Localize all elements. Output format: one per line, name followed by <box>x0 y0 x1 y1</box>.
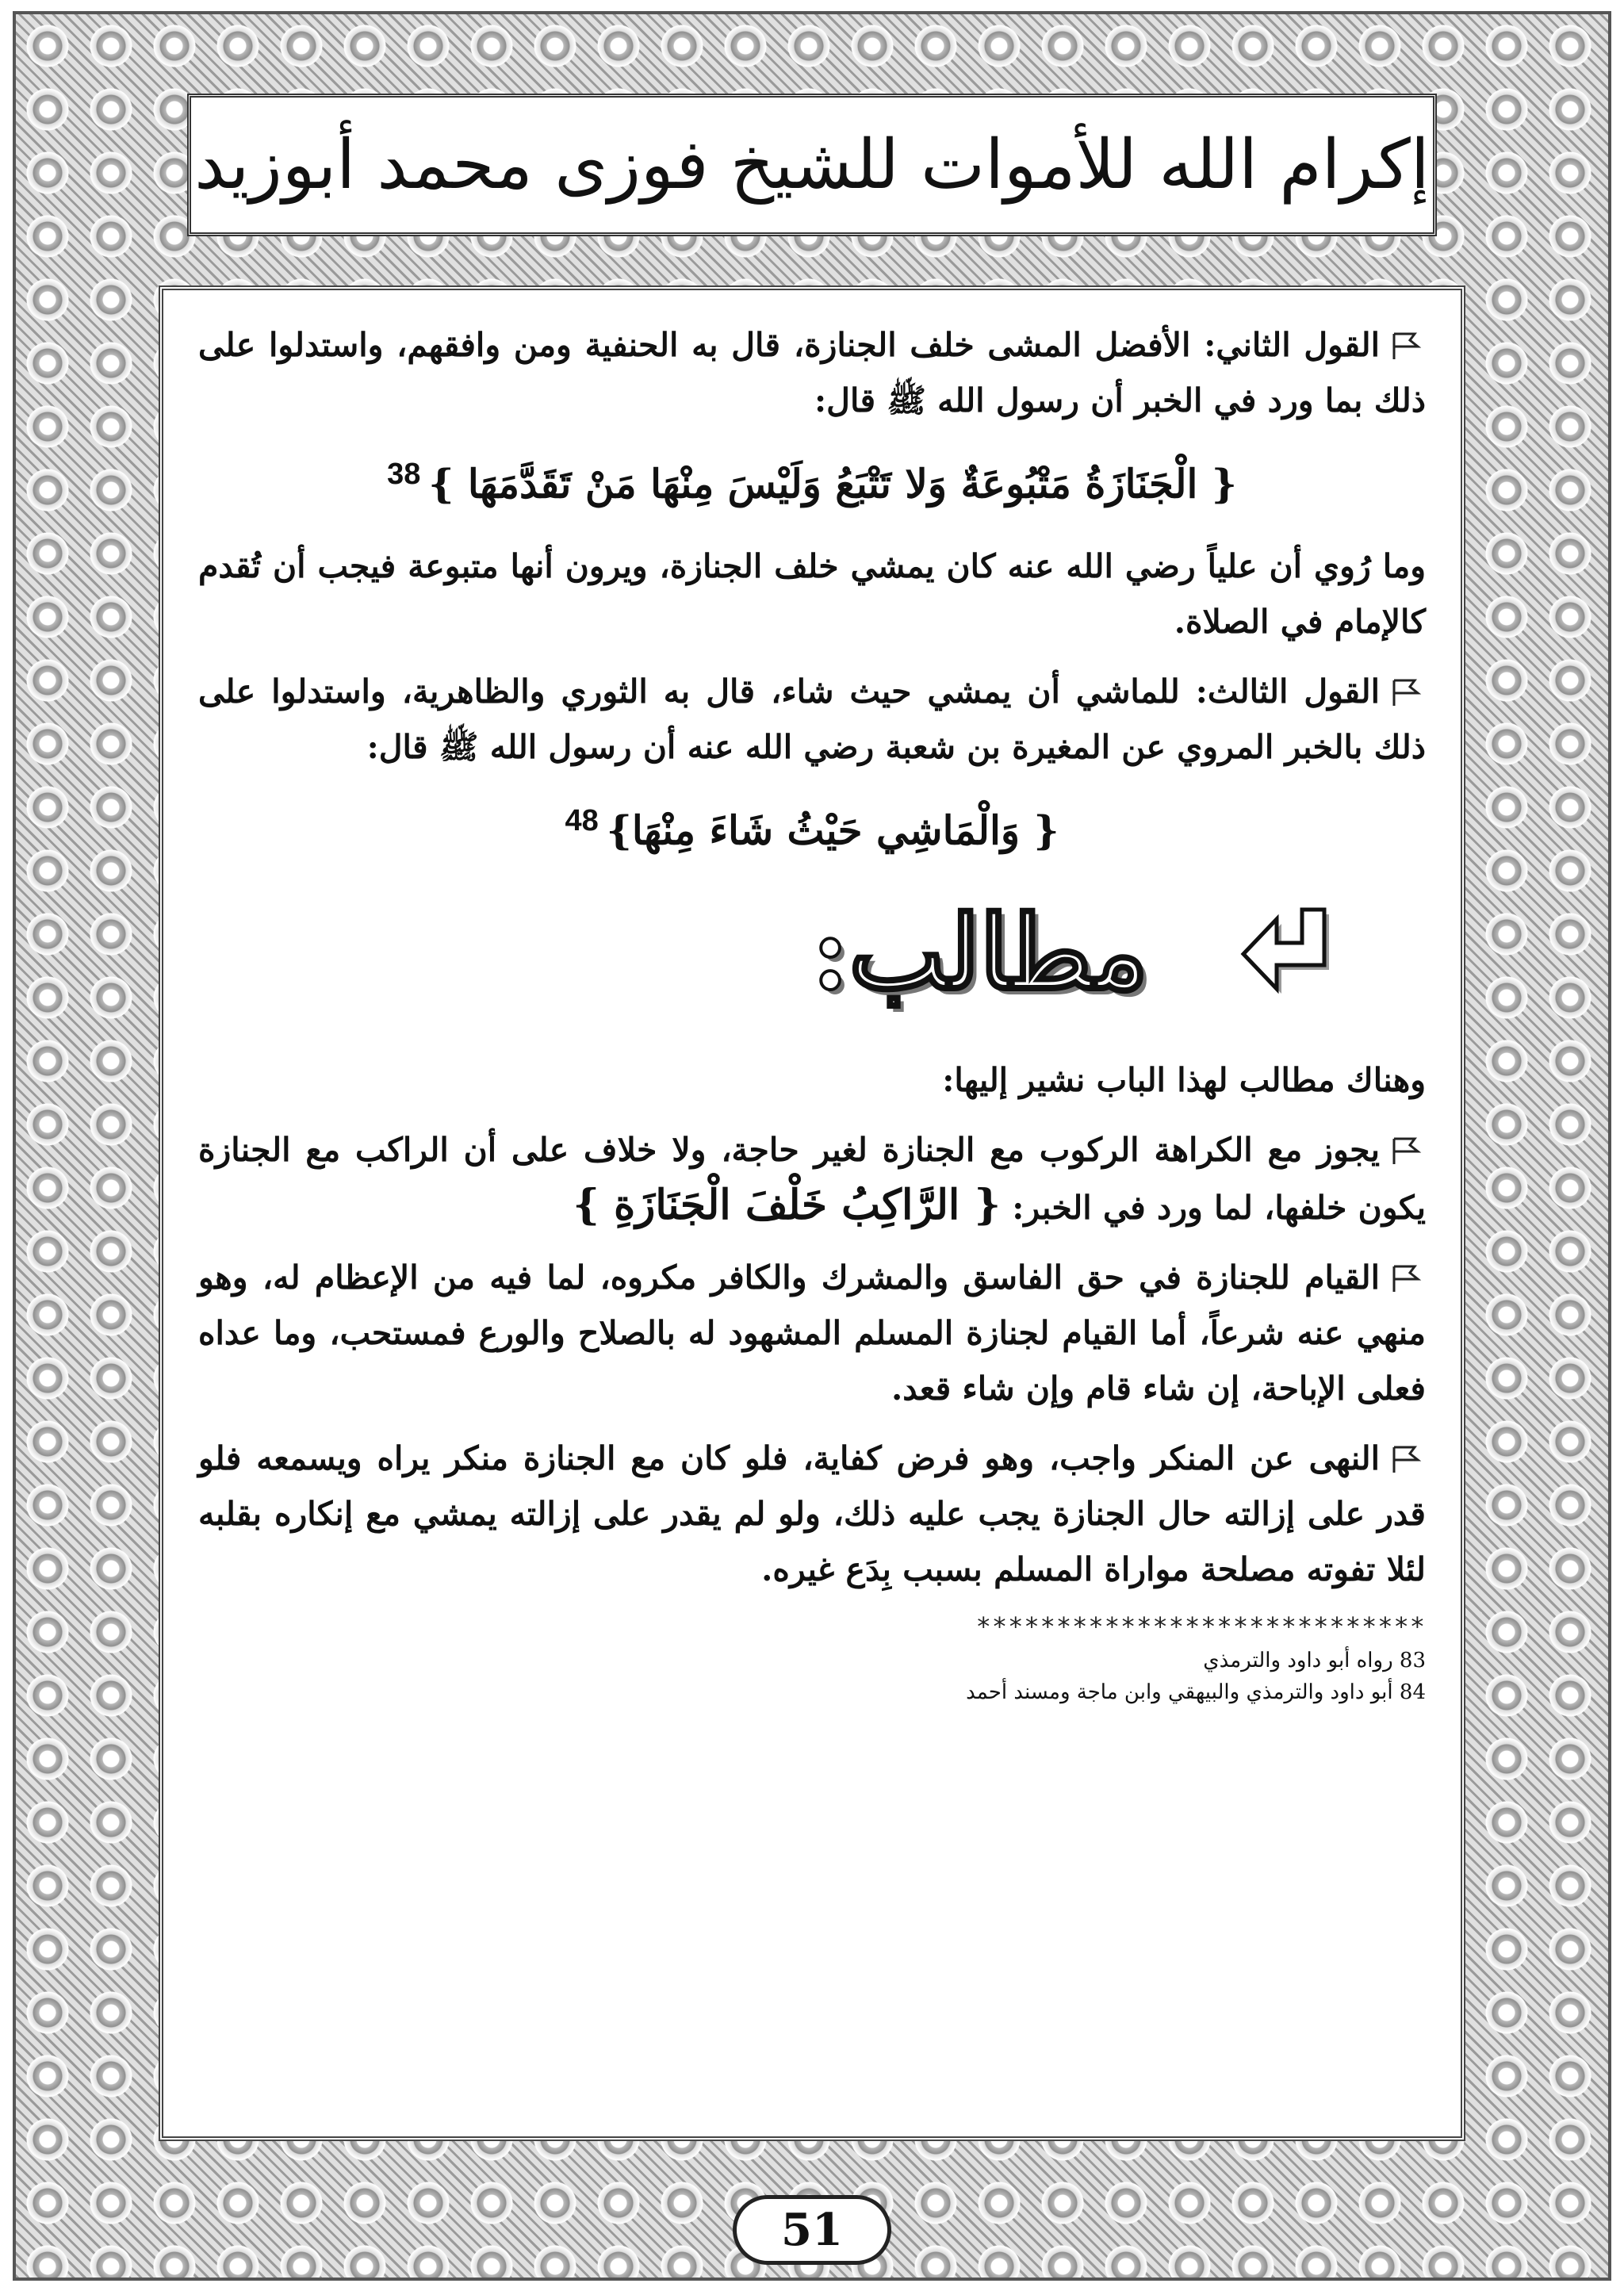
riding-text: يجوز مع الكراهة الركوب مع الجنازة لغير حاجة، ولا خلاف على أن الراكب مع الجنازة يكون خلفها، لما ورد في الخبر: <box>198 1131 1426 1228</box>
paragraph-third-opinion <box>198 664 1426 775</box>
footnote-84: 84 أبو داود والترمذي والبيهقي وابن ماجة ومسند أحمد <box>966 1680 1426 1705</box>
third-opinion-label: القول الثالث: <box>1195 672 1380 711</box>
page-title: إكرام الله للأموات للشيخ فوزى محمد أبوزيد <box>194 125 1430 205</box>
intro-text: وهناك مطالب لهذا الباب نشير إليها: <box>942 1061 1426 1100</box>
standing-text: القيام للجنازة في حق الفاسق والمشرك والكافر مكروه، لما فيه من الإعظام له، وهو منهي عنه شرعاً، أما القيام لجنازة المسلم المشهود له بالصلاح والورع فمستحب، وما عداه فعلى الإباحة، إن شاء قام وإن شاء قعد. <box>198 1259 1426 1408</box>
section-title: مطالب: <box>811 894 1148 1013</box>
hadith-quote-2 <box>198 789 1426 863</box>
flag-icon <box>1391 677 1426 707</box>
page-number-badge <box>733 2195 891 2265</box>
second-opinion-label: القول الثاني: <box>1204 326 1380 364</box>
paragraph-second-opinion <box>198 317 1426 428</box>
flag-icon <box>1391 1444 1426 1474</box>
second-opinion-text: الأفضل المشى خلف الجنازة، قال به الحنفية ومن وافقهم، واستدلوا على ذلك بما ورد في الخبر أن رسول الله ﷺ قال: <box>198 326 1426 420</box>
section-heading <box>198 886 1426 1044</box>
content <box>198 317 1426 1708</box>
list-item-standing <box>198 1250 1426 1416</box>
flag-icon <box>1391 1136 1426 1166</box>
third-opinion-text: للماشي أن يمشي حيث شاء، قال به الثوري والظاهرية، واستدلوا على ذلك بالخبر المروي عن المغيرة بن شعبة رضي الله عنه أن رسول الله ﷺ قال: <box>198 672 1426 766</box>
paragraph-ali-narration: وما رُوي أن علياً رضي الله عنه كان يمشي خلف الجنازة، ويرون أنها متبوعة فيجب أن تُقدم كالإمام في الصلاة. <box>198 546 1426 641</box>
footnote-separator: **************************** <box>975 1611 1426 1642</box>
hadith-quote-1-text: { الْجَنَازَةُ مَتْبُوعَةٌ وَلا تَتْبَعُ وَلَيْسَ مِنْهَا مَنْ تَقَدَّمَهَا } <box>428 460 1237 508</box>
hadith-quote-2-text: { وَالْمَاشِي حَيْثُ شَاءَ مِنْهَا} <box>606 806 1059 854</box>
footnote-ref-48: 48 <box>565 803 599 837</box>
forbidding-evil-text: النهى عن المنكر واجب، وهو فرض كفاية، فلو كان مع الجنازة منكر يراه ويسمعه فلو قدر على إزالته حال الجنازة يجب عليه ذلك، ولو لم يقدر على إزالته يمشي مع إنكاره بقلبه لئلا تفوته مصلحة مواراة المسلم بسبب بِدَع غيره. <box>198 1439 1426 1589</box>
page-number: 51 <box>781 2204 843 2256</box>
arrow-icon <box>1235 902 1339 1013</box>
title-banner <box>187 94 1437 236</box>
footnote-83: 83 رواه أبو داود والترمذي <box>1203 1649 1426 1673</box>
list-item-forbidding-evil <box>198 1431 1426 1597</box>
list-item-riding <box>198 1122 1426 1236</box>
flag-icon <box>1391 331 1426 361</box>
hadith-quote-1 <box>198 442 1426 516</box>
riding-quote: { الرَّاكِبُ خَلْفَ الْجَنَازَةِ } <box>573 1181 1001 1230</box>
footnote-ref-38: 38 <box>387 458 421 491</box>
flag-icon <box>1391 1263 1426 1293</box>
